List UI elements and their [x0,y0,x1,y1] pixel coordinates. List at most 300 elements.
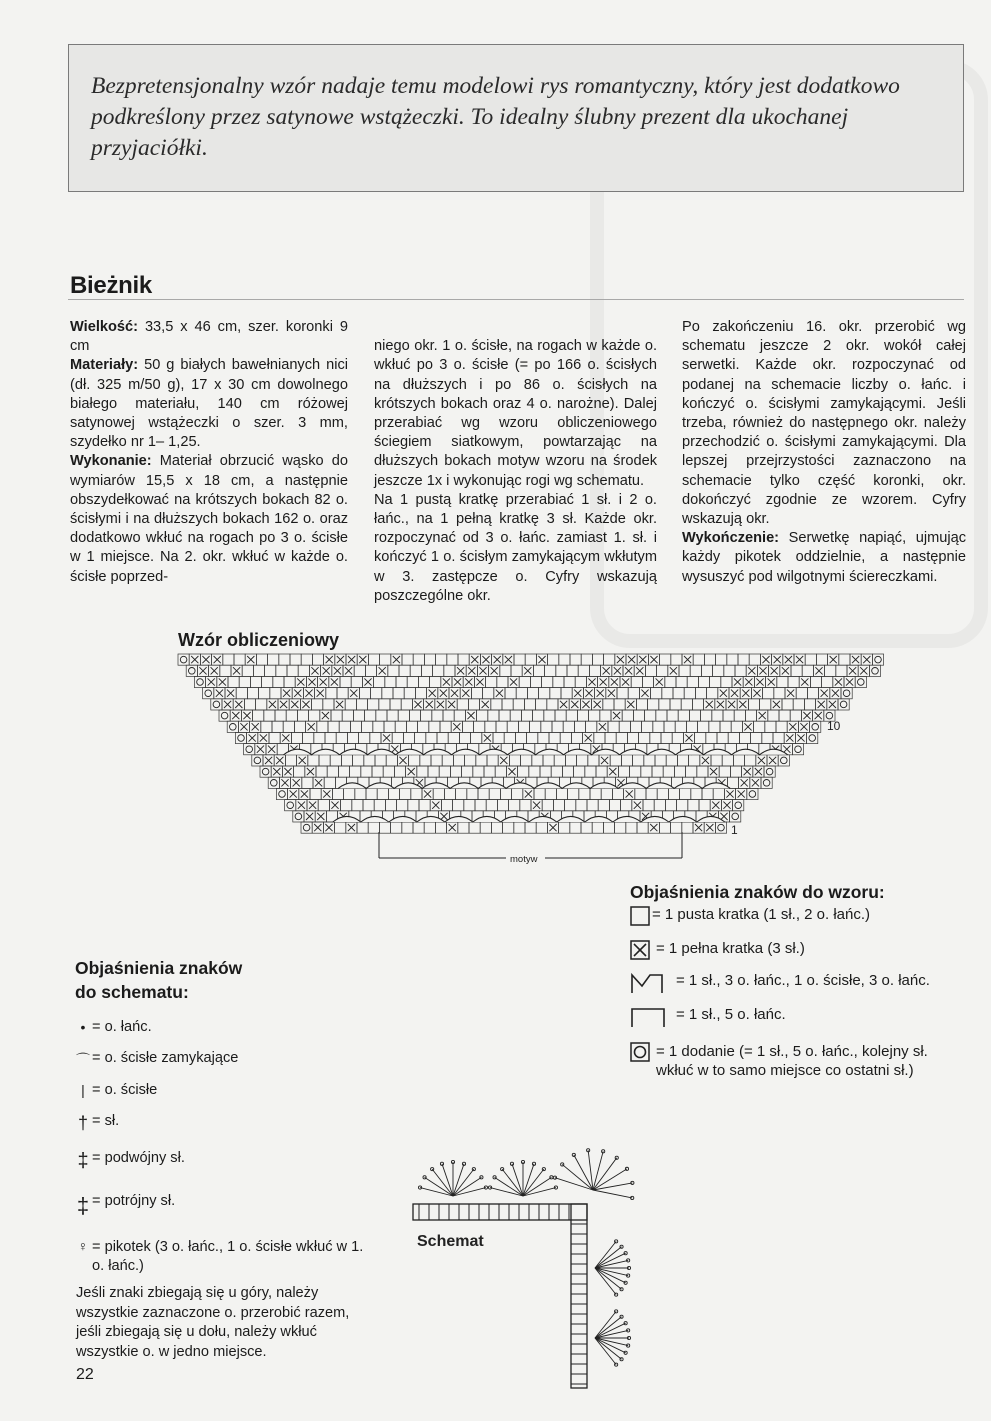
chart-cell [692,699,703,710]
chart-cell [385,800,396,811]
chart-cell [616,732,627,743]
chart-filled-mark [305,690,312,697]
chart-increase-mark [197,679,204,686]
chart-filled-mark [634,802,641,809]
chart-filled-mark [609,768,616,775]
chart-cell [298,665,309,676]
chart-cell [272,721,283,732]
chart-cell [536,699,547,710]
motif-label: motyw [510,854,538,865]
chart-filled-mark [317,813,324,820]
chart-filled-mark [448,701,455,708]
scheme-fan-stroke [495,1177,523,1196]
chart-cell [239,676,250,687]
chart-filled-mark [560,701,567,708]
chart-filled-mark [219,678,226,685]
chart-cell [615,822,626,833]
chart-cell [462,721,473,732]
chart-arch-mark [338,783,394,789]
chart-cell [778,755,789,766]
chart-cell [353,710,364,721]
chart-arch-mark [333,816,389,822]
chart-filled-mark [232,712,239,719]
chart-cell [465,755,476,766]
chart-cell [693,654,704,665]
chart-cell [731,721,742,732]
chart-cell [639,732,650,743]
chart-cell [301,654,312,665]
chart-cell [394,766,405,777]
chart-filled-mark [307,768,314,775]
double-crochet-icon: † [77,1113,88,1133]
chart-cell [413,822,424,833]
chart-cell [415,732,426,743]
chart-cell [365,710,376,721]
chart-cell [533,710,544,721]
chart-cell [385,676,396,687]
chart-cell [491,699,502,710]
chart-cell [550,688,561,699]
chart-filled-mark [317,690,324,697]
chart-cell [790,710,801,721]
chart-filled-mark [391,746,398,753]
chart-filled-mark [738,790,745,797]
chart-cell [603,699,614,710]
chart-filled-mark [574,690,581,697]
chart-arch-mark [501,816,557,822]
chart-cell [642,721,653,732]
chart-filled-mark [247,656,254,663]
chart-filled-mark [601,757,608,764]
chart-cell [518,721,529,732]
chart-filled-mark [702,757,709,764]
chart-filled-mark [801,678,808,685]
scheme-fan-stroke [442,1164,453,1196]
chart-cell [633,710,644,721]
chart-filled-mark [426,701,433,708]
legend-picot-text: = pikotek (3 o. łańc., 1 o. ścisłe wkłuć w 1. o. łańc.) [92,1239,364,1274]
chart-cell [268,777,279,788]
size-label: Wielkość: [70,319,138,335]
chart-cell [469,822,480,833]
chart-increase-mark [858,679,865,686]
chart-cell [323,699,334,710]
chart-cell [499,710,510,721]
chart-cell [377,788,388,799]
scheme-legend-title-line2: do schematu: [75,982,189,1002]
chart-cell [250,676,261,687]
chart-cell [646,788,657,799]
chart-cell [687,676,698,687]
chart-cell [603,822,614,833]
chart-cell [709,721,720,732]
chart-cell [403,732,414,743]
chart-cell [810,676,821,687]
chart-cell [359,732,370,743]
chart-filled-mark [617,656,624,663]
chart-increase-mark [295,813,302,820]
legend-slip [76,1050,238,1070]
chart-cell [560,732,571,743]
chart-cell [242,665,253,676]
chart-filled-mark [742,690,749,697]
chart-cell [462,766,473,777]
legend-bar-text: = 1 sł., 5 o. łańc. [676,1006,786,1023]
chart-cell [681,699,692,710]
chart-cell [841,688,852,699]
chart-cell [659,822,670,833]
chart-cell [791,665,802,676]
chart-arch-mark [613,816,669,822]
chart-cell [428,766,439,777]
chart-cells [178,654,884,833]
chart-cell [527,732,538,743]
chart-filled-mark [494,656,501,663]
chart-filled-mark [533,802,540,809]
chart-cell [754,721,765,732]
chart-cell [663,766,674,777]
chart-cell [564,676,575,687]
chart-cell [604,654,615,665]
chart-cell [279,654,290,665]
chart-cell [534,788,545,799]
chart-cell [489,788,500,799]
chart-cell [474,721,485,732]
chart-cell [509,800,520,811]
chart-filled-mark [345,667,352,674]
chart-increase-mark [781,757,788,764]
chart-cell [291,732,302,743]
chart-filled-mark [331,678,338,685]
materials-label: Materiały: [70,357,139,374]
chart-increase-mark [271,780,278,787]
chart-filled-mark [465,678,472,685]
chart-cell [443,710,454,721]
chart-increase-mark [303,824,310,831]
chart-cell [270,688,281,699]
chart-increase-mark [254,757,261,764]
chart-cell [419,800,430,811]
chart-cell [689,755,700,766]
chart-cell [589,665,600,676]
chart-increase-mark [230,724,237,731]
chart-cell [368,822,379,833]
chart-cell [571,732,582,743]
chart-cell [678,710,689,721]
chart-cell [448,732,459,743]
chart-cell [716,654,727,665]
chart-filled-mark [457,667,464,674]
chart-cell [619,721,630,732]
chart-cell [636,699,647,710]
chart-cell [653,721,664,732]
chart-filled-mark [348,656,355,663]
chart-filled-mark [414,701,421,708]
chart-cell [804,699,815,710]
chart-cell [314,732,325,743]
chart-filled-mark [608,690,615,697]
chart-cell [782,699,793,710]
instructions-column-3 [682,318,966,587]
legend-filled-text: = 1 pełna kratka (3 sł.) [656,940,805,957]
chart-cell [677,800,688,811]
chart-cell [234,654,245,665]
chart-filled-mark [774,656,781,663]
chart-cell [310,788,321,799]
chart-cell [374,676,385,687]
chart-filled-mark [753,690,760,697]
chart-cell [768,710,779,721]
column-2-text: niego okr. 1 o. ścisłe, na rogach w każde o. wkłuć po 3 o. ścisłe (= po 166 o. ścisłych na dłuższych i po 86 o. ścisłych na krótszych bokach oraz 4 o. narożne). Dalej przerabiać wg wzoru obliczeniowego ściegiem siatkowym, powtarzając na dłuższych bokach motyw wzoru na środek jeszcze 1x i wykonując rogi wg schematu. Na 1 pustą kratkę przerabiać 1 sł. i 2 o. łańc., na 1 pełną kratkę 3 sł. Każde okr. rozpoczynać od 3 o. łańc. zamiast 1. sł. i kończyć 1 o. ścisłym zamykającym wkłutym w 3. zastępcze o. Cyfry wskazują poszczególne okr. [374,338,657,604]
chart-cell [338,766,349,777]
chart-filled-mark [191,656,198,663]
chart-cell [341,800,352,811]
chart-cell [644,755,655,766]
scheme-fan-stroke [593,1158,617,1190]
chart-cell [411,788,422,799]
chart-cell [507,721,518,732]
chart-cell [676,676,687,687]
chart-filled-mark [789,723,796,730]
chart-cell [356,699,367,710]
chart-filled-mark [424,790,431,797]
chart-cell [659,699,670,710]
chart-increase-mark [872,668,879,675]
chart-arch-mark [396,749,452,755]
row-label-10: 10 [827,719,841,733]
scheme-fan-stroke [453,1188,486,1196]
chart-cell [285,800,296,811]
chart-cell [723,710,734,721]
x-square-icon [630,940,650,960]
slip-stitch-icon: ⌒ [76,1052,90,1068]
chart-cell [686,766,697,777]
chart-cell [724,665,735,676]
chart-cell [337,688,348,699]
chart-filled-mark [852,656,859,663]
chart-cell [354,665,365,676]
chart-cell [375,755,386,766]
chart-cell [513,699,524,710]
chart-cell [581,822,592,833]
chart-filled-mark [782,667,789,674]
chart-cell [421,710,432,721]
chart-cell [695,732,706,743]
chart-cell [765,721,776,732]
chart-cell [406,721,417,732]
chart-cell [453,800,464,811]
chart-cell [655,755,666,766]
chart-filled-mark [336,701,343,708]
chart-cell [645,665,656,676]
chart-filled-mark [599,723,606,730]
chart-filled-mark [773,701,780,708]
chart-cell [585,766,596,777]
chart-cell [475,800,486,811]
chart-cell [788,676,799,687]
chart-cell [294,766,305,777]
chart-cell [612,788,623,799]
chart-increase-mark [238,735,245,742]
chart-filled-mark [571,701,578,708]
chart-filled-mark [712,802,719,809]
chart-cell [312,699,323,710]
chart-cell [269,732,280,743]
chart-increase-mark [826,712,833,719]
chart-filled-mark [759,712,766,719]
chart-filled-mark [748,667,755,674]
chart-filled-mark [752,779,759,786]
scheme-picot-mark [620,1315,623,1318]
chart-cell [654,800,665,811]
chart-filled-mark [670,667,677,674]
chart-filled-mark [745,678,752,685]
treble-crochet-icon: ‡ [77,1150,89,1172]
chart-filled-mark [211,667,218,674]
chart-cell [301,822,312,833]
scheme-picot-mark [615,1156,618,1159]
legend-increase-text: = 1 dodanie (= 1 sł., 5 o. łańc., kolejny sł. wkłuć w to samo miejsce co ostatni sł.) [656,1043,928,1079]
chart-cell [374,800,385,811]
chart-cell [294,721,305,732]
chart-cell [807,688,818,699]
chart-cell [413,654,424,665]
chart-filled-mark [496,690,503,697]
chart-cell [194,676,205,687]
chart-cell [719,766,730,777]
chart-cell [555,710,566,721]
chart-cell [839,654,850,665]
chart-cell [219,710,230,721]
chart-cell [495,766,506,777]
chart-cell [391,822,402,833]
chart-cell [505,688,516,699]
chart-cell [665,800,676,811]
chart-cell [670,699,681,710]
chart-filled-mark [769,757,776,764]
chart-cell [331,710,342,721]
chart-cell [610,755,621,766]
chart-increase-mark [840,701,847,708]
chart-cell [467,788,478,799]
chart-cell [456,788,467,799]
chart-increase-mark [180,656,187,663]
chart-cell [733,755,744,766]
chart-cell [664,721,675,732]
chart-cell [689,710,700,721]
chart-cell [657,665,668,676]
scheme-fan-stroke [523,1177,551,1196]
chart-filled-mark [199,667,206,674]
chart-cell [701,665,712,676]
chart-arch-mark [284,749,340,755]
chart-cell [285,755,296,766]
chart-cell [587,800,598,811]
chart-filled-mark [214,656,221,663]
chart-filled-mark [315,779,322,786]
chart-increase-mark [221,712,228,719]
chart-cell [433,665,444,676]
chart-increase-mark [189,668,196,675]
section-title: Bieżnik [70,272,152,299]
chart-cell [735,665,746,676]
empty-square-icon [630,906,650,926]
chart-filled-mark [815,667,822,674]
chart-cell [261,721,272,732]
chart-arch-mark [732,749,788,755]
chart-filled-mark [314,824,321,831]
chart-cell [575,676,586,687]
chart-cell [711,755,722,766]
chart-arch-mark [676,749,732,755]
chart-cell [728,732,739,743]
chart-cell [404,688,415,699]
chart-cell [524,699,535,710]
chart-cell [695,688,706,699]
chart-filled-mark [202,656,209,663]
chart-arch-mark [564,749,620,755]
chart-filled-mark [650,824,657,831]
chart-cell [340,676,351,687]
circle-square-icon [630,1042,650,1062]
chart-increase-mark [279,791,286,798]
legend-chain [76,1019,152,1035]
chart-cell [497,800,508,811]
chart-filled-mark [639,656,646,663]
chart-filled-mark [299,757,306,764]
chart-filled-mark [443,678,450,685]
chart-cell [339,721,350,732]
chart-cell [717,732,728,743]
chart-cell [484,766,495,777]
chart-cell [679,665,690,676]
chart-cell [660,654,671,665]
chart-filled-mark [510,678,517,685]
chart-filled-mark [744,723,751,730]
chart-cell [545,665,556,676]
chart-cell [303,732,314,743]
scheme-fan-stroke [593,1190,632,1198]
chart-cell [410,665,421,676]
chart-cell [568,788,579,799]
chart-filled-mark [298,802,305,809]
chart-cell [556,665,567,676]
chart-cell [376,710,387,721]
chart-cell [577,755,588,766]
chart-cell [312,654,323,665]
chart-filled-mark [283,690,290,697]
chart-filled-mark [462,690,469,697]
execution-label: Wykonanie: [70,453,152,470]
chart-cell [426,732,437,743]
chart-filled-mark [832,690,839,697]
chart-filled-mark [243,712,250,719]
chart-cell [373,721,384,732]
chart-cell [707,688,718,699]
chart-cell [608,721,619,732]
chart-filled-mark [755,768,762,775]
chart-filled-mark [588,678,595,685]
chart-cell [341,755,352,766]
chart-cell [409,755,420,766]
chart-cell [302,777,313,788]
chart-cell [542,800,553,811]
chart-cell [561,688,572,699]
chart-cell [351,676,362,687]
chart-cell [286,710,297,721]
chart-cell [487,755,498,766]
chart-filled-mark [800,723,807,730]
